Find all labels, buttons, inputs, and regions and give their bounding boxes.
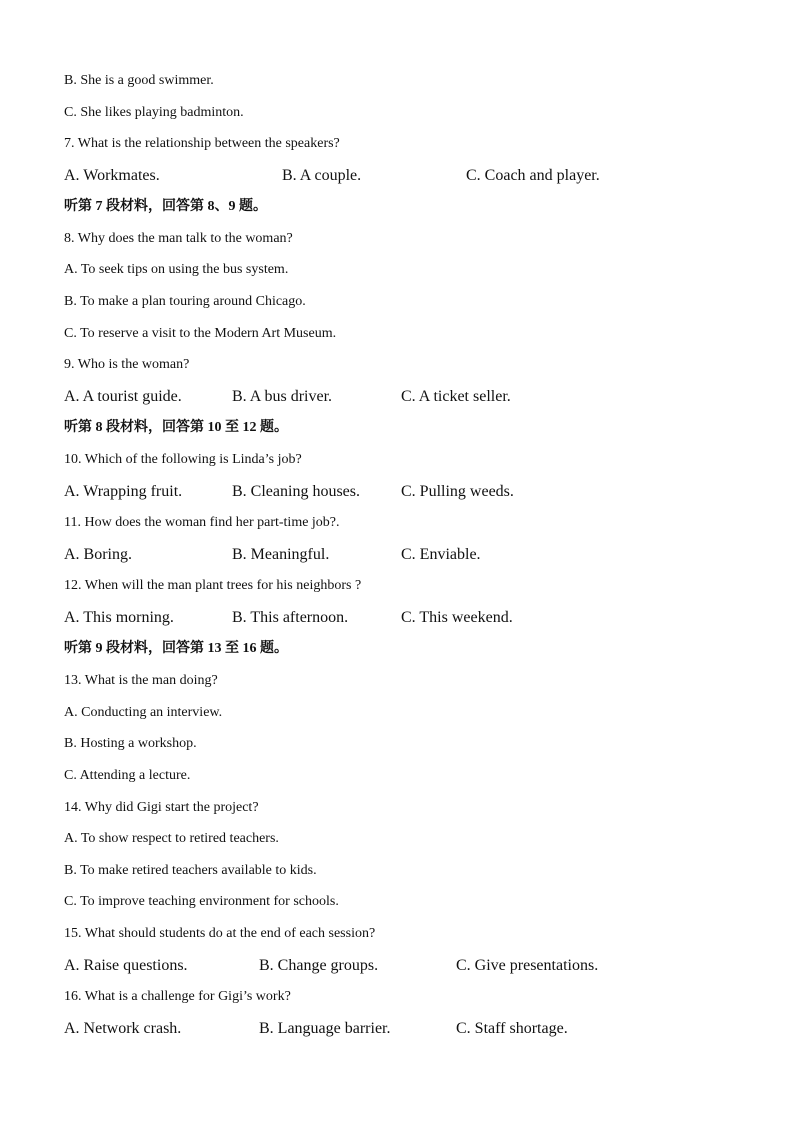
q13-option-c: C. Attending a lecture. bbox=[64, 768, 191, 783]
q8-option-b: B. To make a plan touring around Chicago. bbox=[64, 294, 306, 309]
question-11: 11. How does the woman find her part-time job?. bbox=[64, 515, 340, 530]
section-heading-7: 听第 7 段材料，回答第 8、9 题。 bbox=[64, 199, 267, 214]
q11-options bbox=[0, 546, 794, 564]
q6-option-c: C. She likes playing badminton. bbox=[64, 105, 244, 120]
q14-option-b: B. To make retired teachers available to kids. bbox=[64, 863, 317, 878]
q10-option-c: C. Pulling weeds. bbox=[401, 483, 514, 500]
q16-options bbox=[0, 1020, 794, 1038]
q15-option-c: C. Give presentations. bbox=[456, 957, 599, 974]
question-13: 13. What is the man doing? bbox=[64, 673, 218, 688]
q9-option-c: C. A ticket seller. bbox=[401, 388, 511, 405]
q12-option-c: C. This weekend. bbox=[401, 609, 513, 626]
question-14: 14. Why did Gigi start the project? bbox=[64, 800, 259, 815]
q10-option-b: B. Cleaning houses. bbox=[232, 483, 360, 500]
q7-option-b: B. A couple. bbox=[282, 167, 362, 184]
q10-option-a: A. Wrapping fruit. bbox=[64, 483, 183, 500]
section-heading-9: 听第 9 段材料，回答第 13 至 16 题。 bbox=[64, 641, 288, 656]
q16-option-b: B. Language barrier. bbox=[259, 1020, 391, 1037]
q8-option-a: A. To seek tips on using the bus system. bbox=[64, 262, 289, 277]
q9-option-a: A. A tourist guide. bbox=[64, 388, 182, 405]
q7-option-c: C. Coach and player. bbox=[466, 167, 600, 184]
question-7: 7. What is the relationship between the speakers? bbox=[64, 136, 340, 151]
q6-option-b: B. She is a good swimmer. bbox=[64, 73, 214, 88]
q11-option-c: C. Enviable. bbox=[401, 546, 481, 563]
question-16: 16. What is a challenge for Gigi’s work? bbox=[64, 989, 291, 1004]
q7-option-a: A. Workmates. bbox=[64, 167, 160, 184]
q9-options bbox=[0, 388, 794, 406]
q7-options bbox=[0, 167, 794, 185]
q16-option-a: A. Network crash. bbox=[64, 1020, 182, 1037]
q13-option-a: A. Conducting an interview. bbox=[64, 705, 223, 720]
question-9: 9. Who is the woman? bbox=[64, 357, 190, 372]
q11-option-a: A. Boring. bbox=[64, 546, 132, 563]
q13-option-b: B. Hosting a workshop. bbox=[64, 736, 197, 751]
question-8: 8. Why does the man talk to the woman? bbox=[64, 231, 293, 246]
q11-option-b: B. Meaningful. bbox=[232, 546, 330, 563]
section-heading-8: 听第 8 段材料，回答第 10 至 12 题。 bbox=[64, 420, 288, 435]
question-10: 10. Which of the following is Linda’s job? bbox=[64, 452, 302, 467]
question-15: 15. What should students do at the end of each session? bbox=[64, 926, 376, 941]
question-12: 12. When will the man plant trees for his neighbors ? bbox=[64, 578, 362, 593]
q8-option-c: C. To reserve a visit to the Modern Art Museum. bbox=[64, 326, 337, 341]
q10-options bbox=[0, 483, 794, 501]
q16-option-c: C. Staff shortage. bbox=[456, 1020, 568, 1037]
q14-option-a: A. To show respect to retired teachers. bbox=[64, 831, 279, 846]
q12-options bbox=[0, 609, 794, 627]
q15-option-b: B. Change groups. bbox=[259, 957, 379, 974]
q12-option-a: A. This morning. bbox=[64, 609, 174, 626]
q12-option-b: B. This afternoon. bbox=[232, 609, 349, 626]
q15-option-a: A. Raise questions. bbox=[64, 957, 188, 974]
q15-options bbox=[0, 957, 794, 975]
q9-option-b: B. A bus driver. bbox=[232, 388, 333, 405]
q14-option-c: C. To improve teaching environment for schools. bbox=[64, 894, 339, 909]
